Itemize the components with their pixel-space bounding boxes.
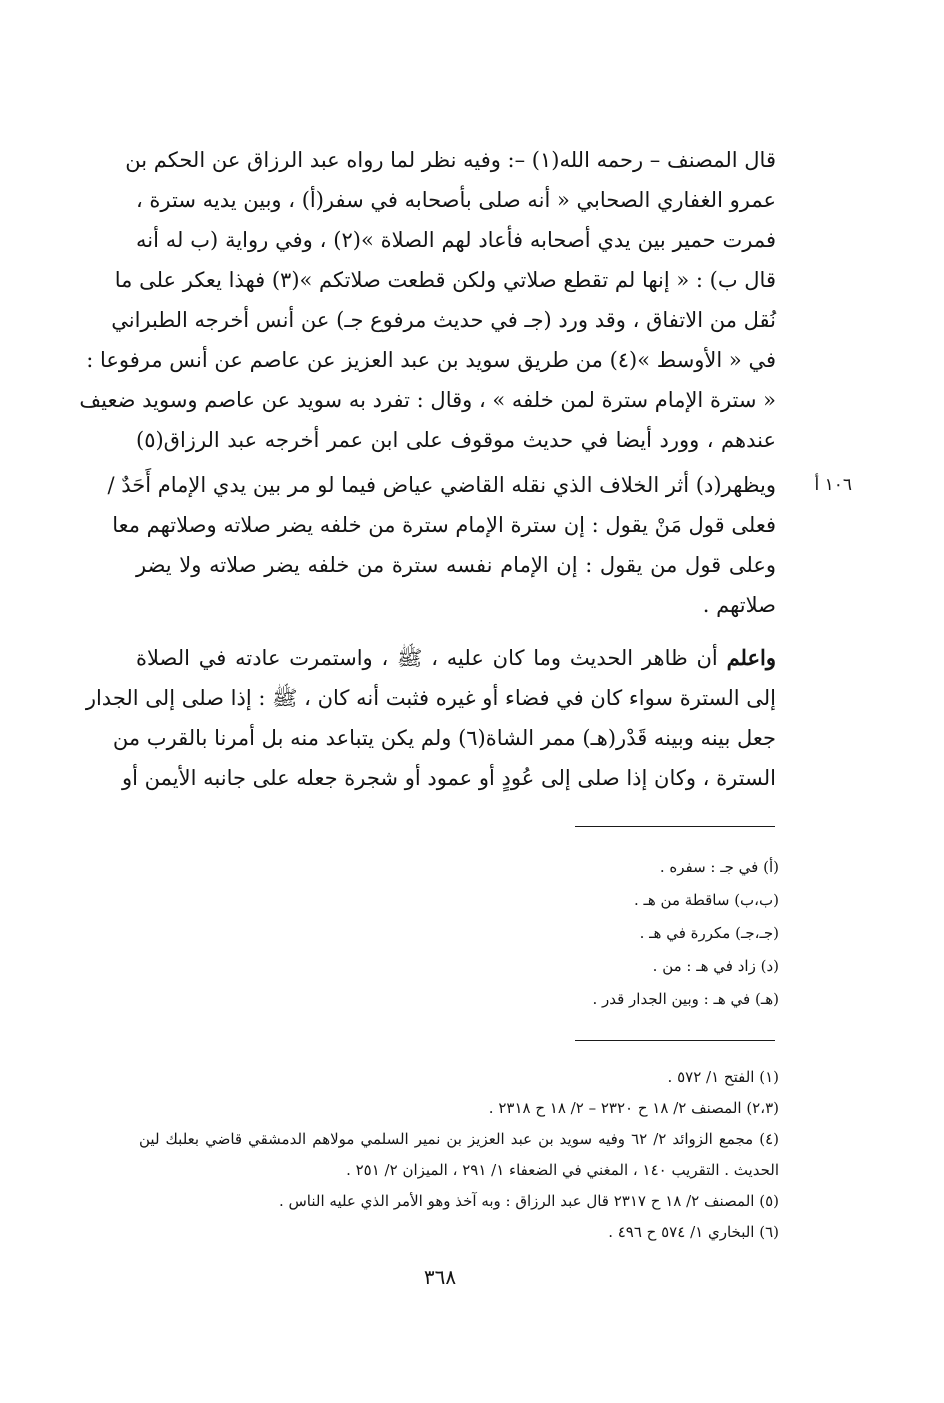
main-text-line: إلى السترة سواء كان في فضاء أو غيره فثبت أنه كان ، ﷺ : إذا صلى إلى الجدار [85, 686, 776, 710]
paragraph-two-first-text: أن ظاهر الحديث وما كان عليه ، ﷺ ، واستمرت عادته في الصلاة [136, 646, 718, 670]
main-text-line: وعلى قول من يقول : إن الإمام نفسه سترة من خلفه يضر صلاته ولا يضر [136, 553, 776, 577]
main-text-line: صلاتهم . [702, 593, 776, 617]
page-number: ٣٦٨ [423, 1265, 457, 1289]
variant-note: (ب،ب) ساقطة من هـ . [633, 891, 779, 909]
variant-note: (أ) في جـ : سفره . [659, 858, 779, 876]
main-text-line: فعلى قول مَنْ يقول : إن سترة الإمام سترة من خلفه يضر صلاته وصلاتهم معا [112, 513, 776, 537]
source-note: الحديث . التقريب ١٤٠ ، المغني في الضعفاء ١/ ٢٩١ ، الميزان ٢/ ٢٥١ . [346, 1161, 779, 1179]
main-text-line: « سترة الإمام سترة لمن خلفه » ، وقال : تفرد به سويد عن عاصم وسويد ضعيف [79, 388, 776, 412]
paragraph-lead-word: واعلم [726, 645, 776, 670]
source-note: (٤) مجمع الزوائد ٢/ ٦٢ وفيه سويد بن عبد العزيز بن نمير السلمي مولاهم الدمشقي قاضي بعلبك لين [139, 1130, 779, 1148]
source-note: (٦) البخاري ١/ ٥٧٤ ح ٤٩٦ . [608, 1223, 779, 1241]
source-notes-divider [575, 1040, 775, 1041]
source-note: (١) الفتح ١/ ٥٧٢ . [667, 1068, 779, 1086]
main-text-line: جعل بينه وبينه قَدْر(هـ) ممر الشاة(٦) ولم يكن يتباعد منه بل أمرنا بالقرب من [112, 726, 776, 750]
main-text-line: السترة ، وكان إذا صلى إلى عُودٍ أو عمود أو شجرة جعله على جانبه الأيمن أو [122, 766, 776, 790]
paragraph-two-first-line [136, 638, 776, 678]
main-text-line: في « الأوسط »(٤) من طريق سويد بن عبد العزيز عن عاصم عن أنس مرفوعا : [86, 348, 776, 372]
variant-note: (هـ) في هـ : وبين الجدار قدر . [592, 990, 779, 1008]
source-note: (٢،٣) المصنف ٢/ ١٨ ح ٢٣٢٠ – ٢/ ١٨ ح ٢٣١٨ . [488, 1099, 779, 1117]
main-text-line: فمرت حمير بين يدي أصحابه فأعاد لهم الصلاة »(٢) ، وفي رواية (ب له أنه [136, 228, 777, 252]
main-text-line: عندهم ، وورد أيضا في حديث موقوف على ابن عمر أخرجه عبد الرزاق(٥) [136, 428, 776, 452]
main-text-line: قال المصنف – رحمه الله(١) –: وفيه نظر لما رواه عبد الرزاق عن الحكم بن [125, 148, 776, 172]
main-text-line: عمرو الغفاري الصحابي « أنه صلى بأصحابه في سفر(أ) ، وبين يديه سترة ، [135, 188, 776, 212]
main-text-line: نُقل من الاتفاق ، وقد ورد (جـ في حديث مرفوع جـ) عن أنس أخرجه الطبراني [111, 308, 776, 332]
variant-note: (جـ،جـ) مكررة في هـ . [639, 924, 779, 942]
main-text-line: قال ب) : « إنها لم تقطع صلاتي ولكن قطعت صلاتكم »(٣) فهذا يعكر على ما [114, 268, 776, 292]
margin-folio-note: ١٠٦ أ [814, 475, 852, 495]
variant-notes-divider [575, 826, 775, 827]
source-note: (٥) المصنف ٢/ ١٨ ح ٢٣١٧ قال عبد الرزاق : وبه آخذ وهو الأمر الذي عليه الناس . [278, 1192, 779, 1210]
variant-note: (د) زاد في هـ : من . [652, 957, 779, 975]
main-text-line: ويظهر(د) أثر الخلاف الذي نقله القاضي عياض فيما لو مر بين يدي الإمام أَحَدٌ / [107, 473, 776, 497]
